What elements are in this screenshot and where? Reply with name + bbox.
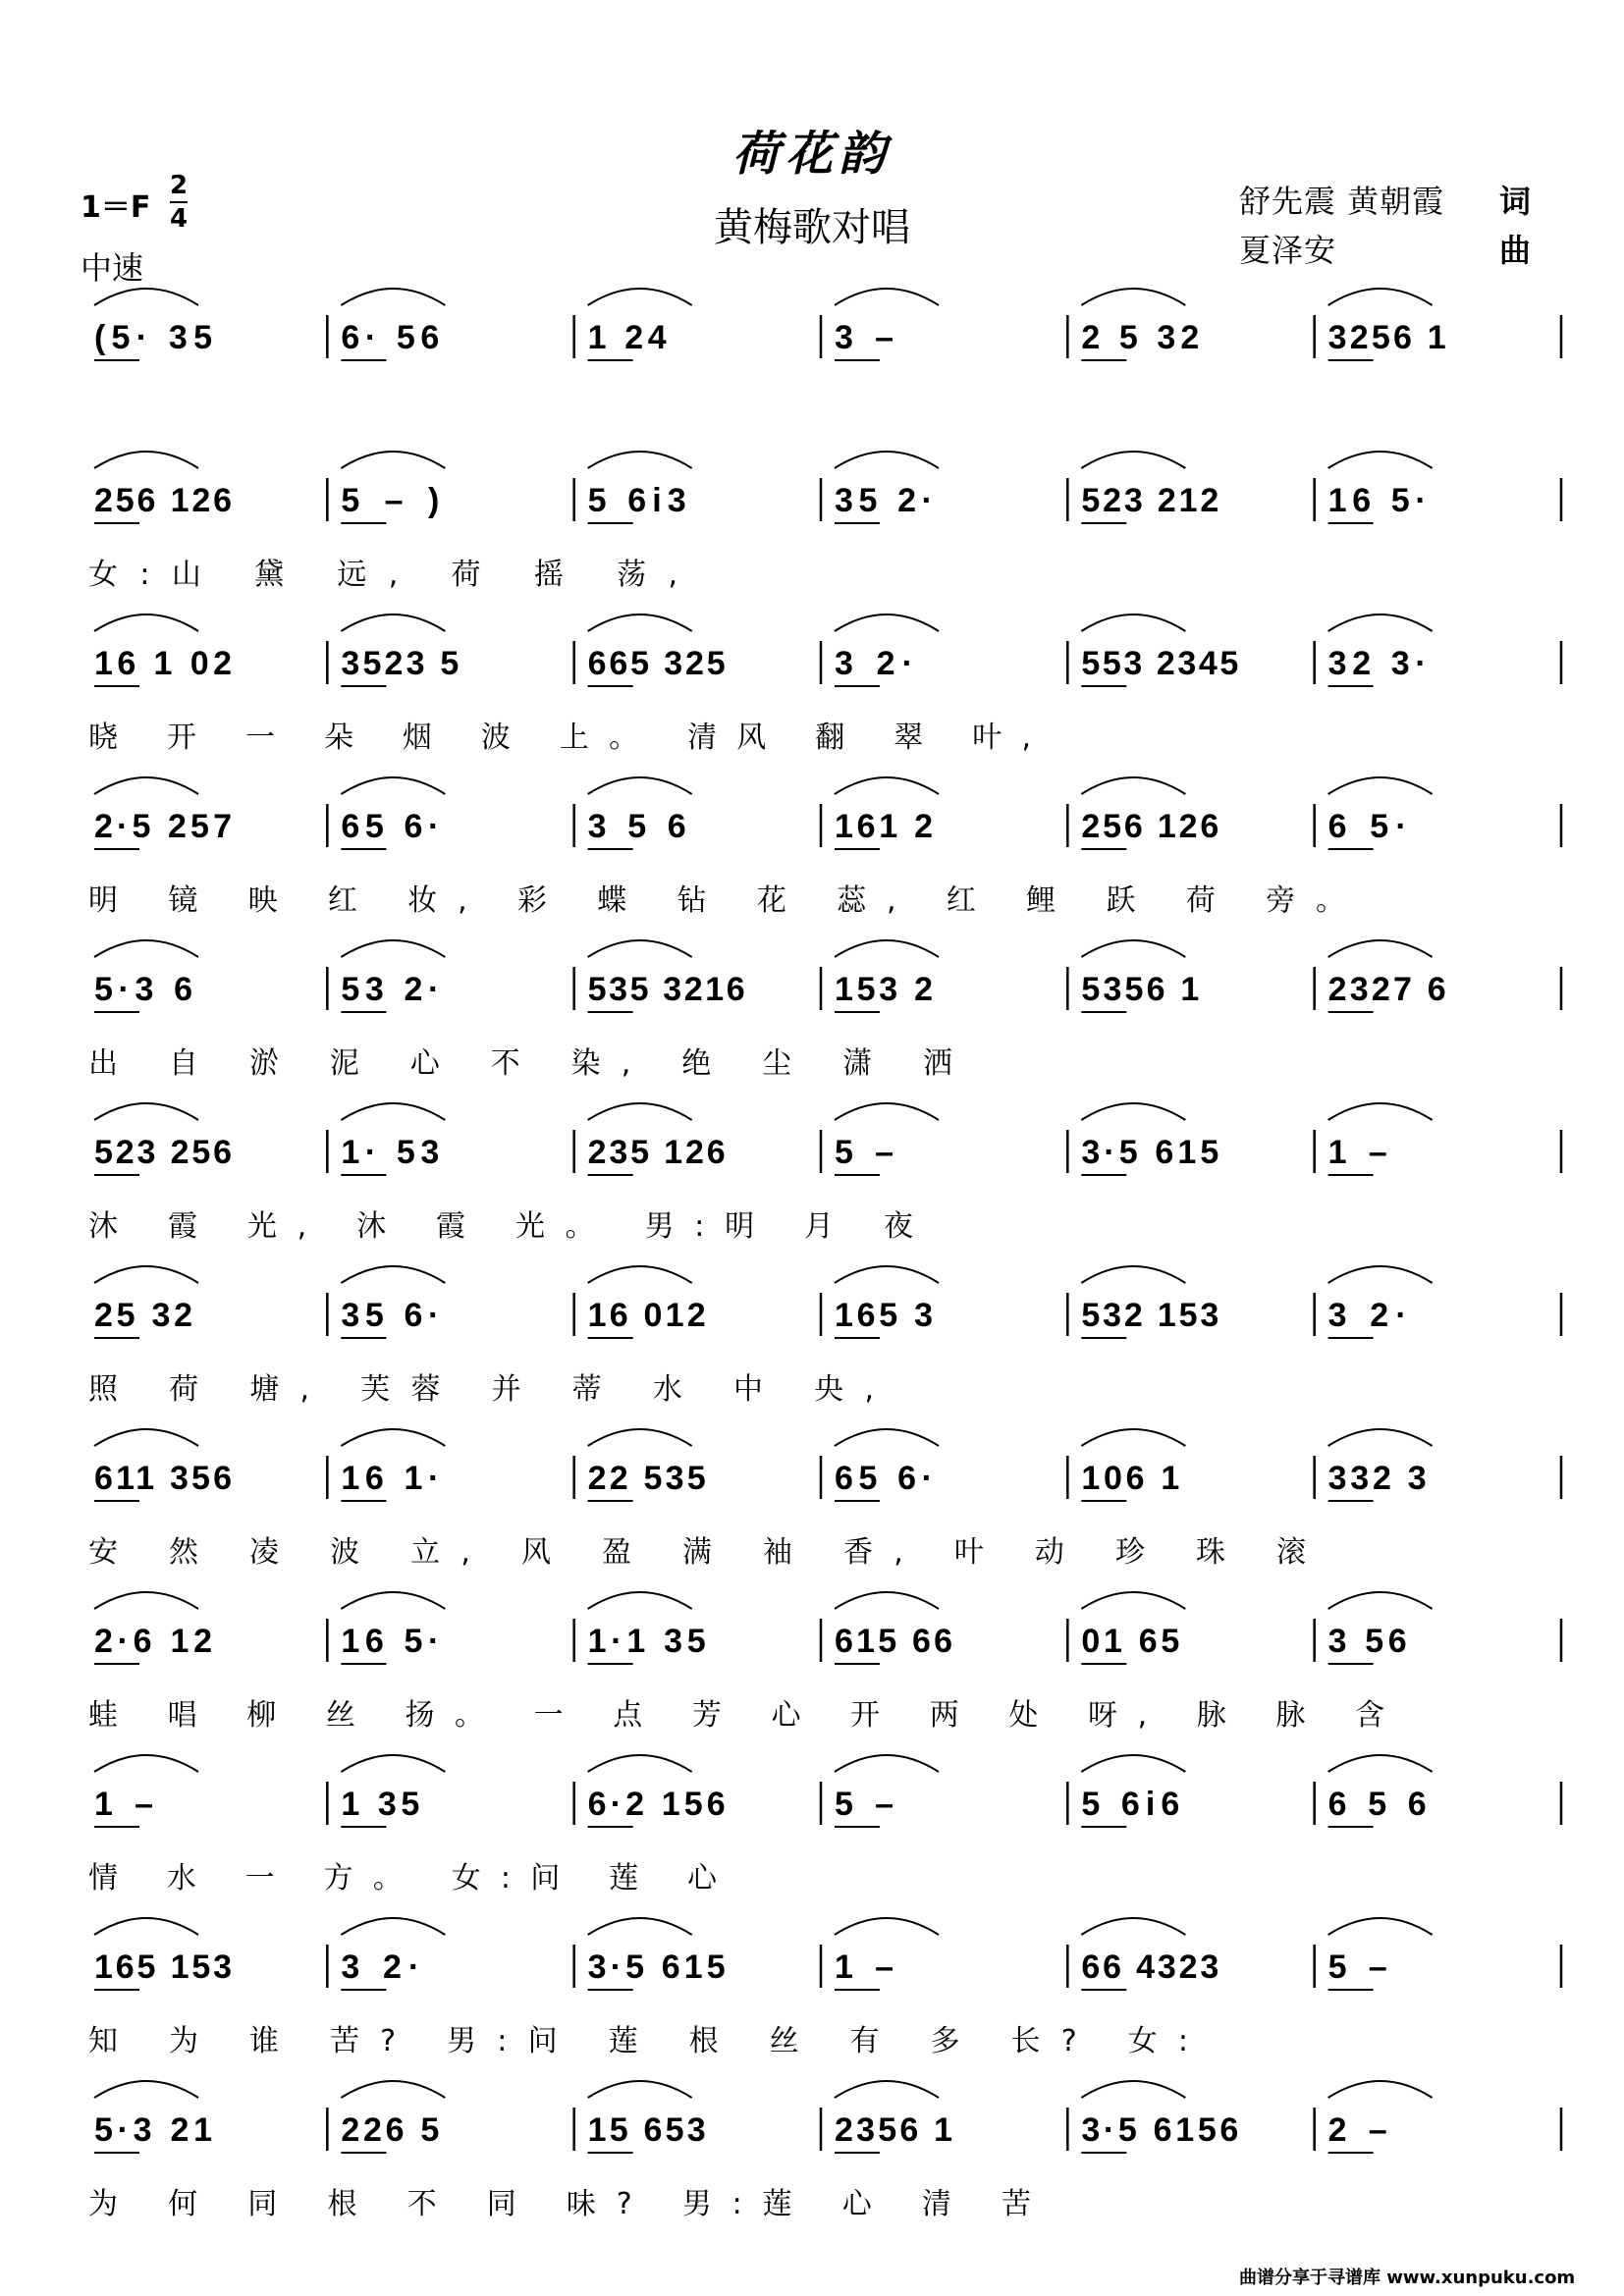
measure-notes: 25 32 [94, 1297, 192, 1334]
score-system [94, 289, 1561, 360]
key-signature: 1＝F [81, 190, 151, 225]
slur [94, 614, 198, 631]
lyrics-line: 为 何 同 根 不 同 味? 男:莲 心 清 苦 [88, 2187, 1032, 2221]
measure-notes: 2 – [1327, 2111, 1387, 2149]
slur [94, 777, 198, 794]
slur [94, 1103, 198, 1120]
slur [588, 940, 692, 957]
lyrics-line: 沐 霞 光, 沐 霞 光。 男:明 月 夜 [88, 1209, 913, 1244]
slur [94, 1592, 198, 1609]
slur [341, 777, 445, 794]
slur [1081, 1755, 1185, 1772]
composer-role: 曲 [1499, 232, 1533, 269]
measure-notes: 332 3 [1327, 1460, 1427, 1497]
measure-notes: 532 153 [1081, 1297, 1219, 1334]
slur [341, 452, 445, 468]
slur [1081, 1918, 1185, 1935]
slur [835, 289, 939, 305]
measure-notes: 5 6i6 [1081, 1786, 1180, 1823]
meter-top: 2 [169, 171, 189, 200]
slur [1328, 1429, 1433, 1446]
score-system [88, 1918, 1561, 2058]
slur [1328, 1755, 1433, 1772]
measure-notes: 1 – [94, 1786, 153, 1823]
measure-notes: 5 – [835, 1786, 893, 1823]
slur [835, 1429, 939, 1446]
slur [1328, 289, 1433, 305]
slur [94, 289, 198, 305]
measure-notes: 3 56 [1327, 1623, 1407, 1660]
lyrics-line: 蛙 唱 柳 丝 扬。 一 点 芳 心 开 两 处 呀, 脉 脉 含 [88, 1698, 1384, 1733]
slur [588, 1592, 692, 1609]
slur [341, 1592, 445, 1609]
slur [588, 1266, 692, 1283]
lyricist-names: 舒先震 黄朝霞 [1239, 183, 1445, 220]
measure-notes: 15 653 [587, 2111, 706, 2149]
measure-notes: 3 2· [835, 645, 913, 682]
measure-notes: 535 3216 [587, 971, 745, 1008]
slur [94, 1266, 198, 1283]
lyrics-line: 女:山 黛 远, 荷 摇 荡, [88, 558, 677, 592]
lyrics-line: 晓 开 一 朵 烟 波 上。 清风 翻 翠 叶, [88, 721, 1031, 755]
lyrics-line: 明 镜 映 红 妆, 彩 蝶 钻 花 蕊, 红 鲤 跃 荷 旁。 [88, 883, 1345, 918]
measure-notes: 161 2 [835, 808, 933, 845]
measure-notes: 6·2 156 [587, 1786, 726, 1823]
slur [1081, 2081, 1185, 2098]
measure-notes: 3·5 615 [587, 1949, 726, 1986]
composer-name: 夏泽安 [1239, 232, 1337, 269]
slur [1081, 1103, 1185, 1120]
measure-notes: 2356 1 [835, 2111, 952, 2149]
slur [588, 614, 692, 631]
measure-notes: 16 5· [1327, 482, 1427, 519]
slur [588, 1103, 692, 1120]
measure-notes: 615 66 [835, 1623, 952, 1660]
footer-watermark: 曲谱分享于寻谱库 www.xunpuku.com [1239, 2268, 1576, 2288]
measure-notes: 226 5 [341, 2111, 440, 2149]
slur [835, 777, 939, 794]
slur [341, 1918, 445, 1935]
score-system [88, 614, 1561, 755]
slur [1081, 289, 1185, 305]
measure-notes: 5 – [1327, 1949, 1387, 1986]
measure-notes: 3·5 6156 [1081, 2111, 1239, 2149]
measure-notes: 5 6i3 [587, 482, 686, 519]
lyrics-line: 安 然 凌 波 立, 风 盈 满 袖 香, 叶 动 珍 珠 滚 [88, 1535, 1306, 1570]
measure-notes: 3 – [835, 319, 893, 356]
slur [341, 289, 445, 305]
measure-notes: (5· 35 [94, 319, 212, 356]
song-title: 荷花韵 [731, 127, 892, 182]
slur [588, 1918, 692, 1935]
measure-notes: 3 2· [341, 1949, 420, 1986]
measure-notes: 6· 56 [341, 319, 440, 356]
score-system [88, 1429, 1561, 1570]
slur [1328, 777, 1433, 794]
slur [1328, 1266, 1433, 1283]
measure-notes: 256 126 [94, 482, 232, 519]
slur [1081, 1429, 1185, 1446]
measure-notes: 256 126 [1081, 808, 1219, 845]
measure-notes: 523 212 [1081, 482, 1219, 519]
measure-notes: 1 24 [587, 319, 667, 356]
meter-bottom: 4 [169, 204, 189, 234]
slur [835, 452, 939, 468]
measure-notes: 65 6· [835, 1460, 933, 1497]
measure-notes: 01 65 [1081, 1623, 1180, 1660]
measure-notes: 1 – [835, 1949, 893, 1986]
slur [1081, 940, 1185, 957]
slur [341, 940, 445, 957]
slur [1081, 777, 1185, 794]
measure-notes: 3 5 6 [587, 808, 686, 845]
slur [835, 614, 939, 631]
measure-notes: 16 1 02 [94, 645, 232, 682]
slur [1328, 614, 1433, 631]
measure-notes: 106 1 [1081, 1460, 1180, 1497]
measure-notes: 32 3· [1327, 645, 1427, 682]
measure-notes: 2·5 257 [94, 808, 232, 845]
measure-notes: 2327 6 [1327, 971, 1446, 1008]
slur [94, 1918, 198, 1935]
score-system [88, 777, 1561, 918]
measure-notes: 553 2345 [1081, 645, 1239, 682]
measure-notes: 3·5 615 [1081, 1134, 1219, 1171]
lyrics-line: 知 为 谁 苦? 男:问 莲 根 丝 有 多 长? 女: [88, 2024, 1188, 2058]
measure-notes: 3256 1 [1327, 319, 1446, 356]
measure-notes: 523 256 [94, 1134, 232, 1171]
slur [588, 1755, 692, 1772]
lyrics-line: 情 水 一 方。 女:问 莲 心 [88, 1861, 717, 1896]
measure-notes: 5·3 21 [94, 2111, 212, 2149]
measure-notes: 22 535 [587, 1460, 706, 1497]
slur [94, 940, 198, 957]
slur [1081, 1592, 1185, 1609]
measure-notes: 6 5 6 [1327, 1786, 1427, 1823]
measure-notes: 65 6· [341, 808, 440, 845]
score-system [88, 1592, 1561, 1733]
measure-notes: 1· 53 [341, 1134, 440, 1171]
slur [94, 452, 198, 468]
measure-notes: 1·1 35 [587, 1623, 706, 1660]
measure-notes: 16 012 [587, 1297, 706, 1334]
score-system [88, 1103, 1561, 1244]
measure-notes: 5·3 6 [94, 971, 192, 1008]
lyricist-role: 词 [1499, 183, 1533, 220]
slur [835, 2081, 939, 2098]
slur [588, 452, 692, 468]
measure-notes: 5 – [835, 1134, 893, 1171]
slur [341, 1266, 445, 1283]
measure-notes: 665 325 [587, 645, 726, 682]
lyrics-line: 出 自 淤 泥 心 不 染, 绝 尘 潇 洒 [88, 1046, 952, 1081]
measure-notes: 5 – ) [341, 482, 440, 519]
slur [588, 289, 692, 305]
slur [1328, 1918, 1433, 1935]
slur [835, 940, 939, 957]
measure-notes: 35 6· [341, 1297, 440, 1334]
measure-notes: 35 2· [835, 482, 933, 519]
score-system [88, 2081, 1561, 2221]
measure-notes: 235 126 [587, 1134, 726, 1171]
slur [835, 1918, 939, 1935]
measure-notes: 165 153 [94, 1949, 232, 1986]
measure-notes: 153 2 [835, 971, 933, 1008]
slur [588, 1429, 692, 1446]
score-system [88, 1266, 1561, 1407]
measure-notes: 2·6 12 [94, 1623, 212, 1660]
measure-notes: 1 – [1327, 1134, 1387, 1171]
measure-notes: 53 2· [341, 971, 440, 1008]
slur [94, 2081, 198, 2098]
song-subtitle: 黄梅歌对唱 [714, 205, 910, 250]
measure-notes: 3 2· [1327, 1297, 1407, 1334]
measure-notes: 611 356 [94, 1460, 232, 1497]
slur [1081, 614, 1185, 631]
slur [835, 1266, 939, 1283]
slur [341, 1755, 445, 1772]
measure-notes: 6 5· [1327, 808, 1407, 845]
slur [341, 2081, 445, 2098]
slur [1328, 940, 1433, 957]
slur [588, 2081, 692, 2098]
measure-notes: 1 35 [341, 1786, 420, 1823]
slur [341, 614, 445, 631]
slur [1328, 2081, 1433, 2098]
measure-notes: 5356 1 [1081, 971, 1200, 1008]
measure-notes: 165 3 [835, 1297, 933, 1334]
score-system [88, 940, 1561, 1081]
slur [1081, 452, 1185, 468]
slur [1328, 1103, 1433, 1120]
slur [341, 1429, 445, 1446]
slur [94, 1429, 198, 1446]
slur [1328, 452, 1433, 468]
slur [835, 1755, 939, 1772]
slur [835, 1592, 939, 1609]
measure-notes: 3523 5 [341, 645, 460, 682]
slur [341, 1103, 445, 1120]
score-system [88, 1755, 1561, 1896]
slur [588, 777, 692, 794]
slur [1328, 1592, 1433, 1609]
tempo-marking: 中速 [81, 249, 144, 287]
slur [94, 1755, 198, 1772]
score-system [88, 452, 1561, 592]
measure-notes: 66 4323 [1081, 1949, 1219, 1986]
lyrics-line: 照 荷 塘, 芙蓉 并 蒂 水 中 央, [88, 1372, 874, 1407]
slur [835, 1103, 939, 1120]
measure-notes: 16 1· [341, 1460, 440, 1497]
slur [1081, 1266, 1185, 1283]
measure-notes: 16 5· [341, 1623, 440, 1660]
measure-notes: 2 5 32 [1081, 319, 1200, 356]
